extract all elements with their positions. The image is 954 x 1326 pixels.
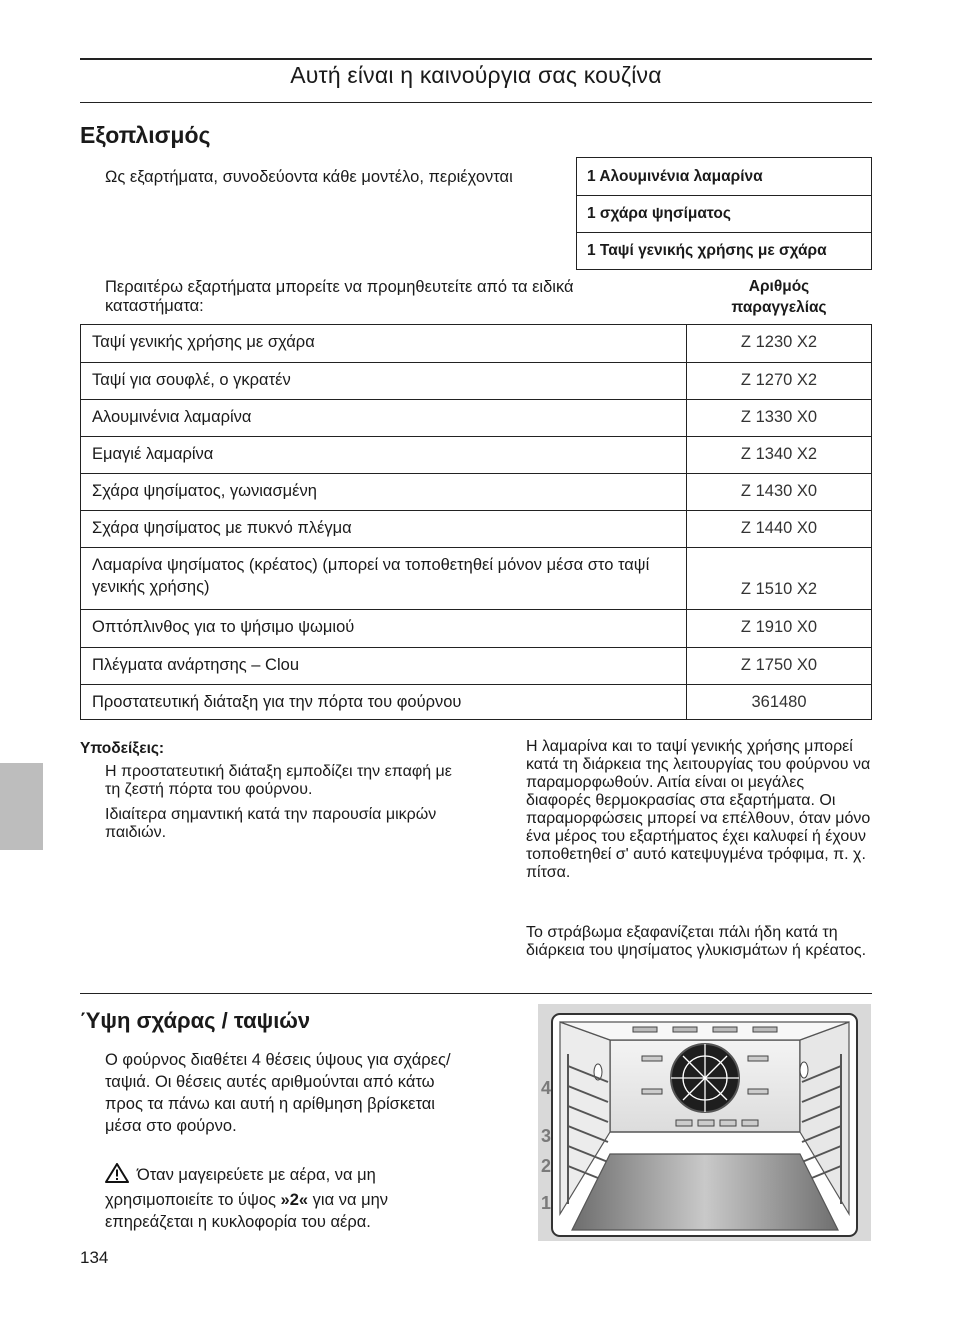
accessory-order-number: Z 1750 X0	[740, 656, 818, 674]
more-accessories-intro	[105, 278, 685, 316]
accessory-order-number: Z 1430 X0	[740, 482, 818, 500]
heights-section-title: Ύψη σχάρας / ταψιών	[80, 1008, 311, 1033]
accessory-order-number: Z 1910 X0	[740, 618, 818, 636]
accessory-order-number: Z 1230 X2	[740, 333, 818, 351]
table-row	[81, 510, 871, 547]
accessory-name: Σχάρα ψησίματος, γωνιασμένη	[81, 474, 687, 510]
notes-right-paragraph-1: Η λαμαρίνα και το ταψί γενικής χρήσης μπορεί κατά τη διάρκεια της λειτουργίας του φούρνου να παραμορφωθούν. Αιτία είναι οι μεγάλες διαφορές θερμοκρασίας στα εξαρτήματα. Οι παραμορφώσεις μπορεί να επέλθουν, όταν μόνο ένα μέρος του εξαρτήματος έχει καλυφεί ή έχουν τοποθετηθεί σ' αυτό κατεψυγμένα τρόφιμα, π. χ. πίτσα.	[526, 738, 871, 881]
accessory-order-number: Z 1330 X0	[740, 408, 818, 426]
header-top-rule	[80, 58, 872, 60]
accessory-name: Αλουμινένια λαμαρίνα	[81, 400, 687, 436]
table-row	[81, 325, 871, 362]
accessory-order-number: Z 1440 X0	[740, 519, 818, 537]
table-row	[81, 436, 871, 473]
heights-paragraph: Ο φούρνος διαθέτει 4 θέσεις ύψους για σχάρες/ταψιά. Οι θέσεις αυτές αριθμούνται από κάτω προς τα πάνω και αυτή η αρίθμηση βρίσκεται μέσα στο φούρνο.	[105, 1051, 451, 1135]
accessory-name: Λαμαρίνα ψησίματος (κρέατος) (μπορεί να τοποθετηθεί μόνον μέσα στο ταψί γενικής χρήσης)	[81, 548, 687, 609]
more-intro-line2: καταστήματα:	[105, 297, 204, 315]
table-row	[81, 684, 871, 719]
accessory-name: Ταψί γενικής χρήσης με σχάρα	[81, 325, 687, 362]
table-row	[81, 647, 871, 684]
table-row	[81, 609, 871, 647]
accessory-order-number: Z 1270 X2	[740, 371, 818, 389]
chapter-tab-marker	[0, 763, 43, 850]
warning-triangle-icon	[105, 1163, 129, 1189]
accessory-order-number: Z 1510 X2	[740, 580, 818, 598]
section-divider	[80, 993, 872, 994]
included-item: 1 σχάρα ψησίματος	[577, 195, 871, 232]
more-intro-line1: Περαιτέρω εξαρτήματα μπορείτε να προμηθευτείτε από τα ειδικά	[105, 278, 574, 296]
included-item: 1 Ταψί γενικής χρήσης με σχάρα	[577, 232, 871, 269]
warning-text-after: για να μην επηρεάζεται η κυκλοφορία του αέρα.	[105, 1191, 389, 1231]
shelf-level-label: 3	[541, 1126, 552, 1146]
warning-level-label: »2«	[280, 1191, 309, 1209]
notes-left-paragraph-2: Ιδιαίτερα σημαντική κατά την παρουσία μικρών παιδιών.	[105, 806, 437, 841]
accessory-name: Εμαγιέ λαμαρίνα	[81, 437, 687, 473]
table-row	[81, 547, 871, 609]
page-number: 134	[80, 1248, 109, 1267]
oven-interior-illustration	[538, 1004, 871, 1241]
included-items-box	[576, 157, 872, 270]
table-row	[81, 362, 871, 399]
notes-left-paragraph-1: Η προστατευτική διάταξη εμποδίζει την επαφή με τη ζεστή πόρτα του φούρνου.	[105, 763, 452, 798]
accessories-table	[80, 324, 872, 720]
shelf-level-label: 4	[541, 1078, 552, 1098]
accessory-name: Πλέγματα ανάρτησης – Clou	[81, 648, 687, 684]
shelf-level-label: 2	[541, 1156, 552, 1176]
page-header-title: Αυτή είναι η καινούργια σας κουζίνα	[290, 62, 662, 88]
notes-title: Υποδείξεις:	[80, 740, 165, 757]
table-row	[81, 399, 871, 436]
order-number-header: Αριθμός παραγγελίας	[731, 278, 827, 316]
header-bottom-rule	[80, 102, 872, 103]
accessory-name: Οπτόπλινθος για το ψήσιμο ψωμιού	[81, 610, 687, 647]
accessory-order-number: Z 1340 X2	[740, 445, 818, 463]
accessory-name: Ταψί για σουφλέ, ο γκρατέν	[81, 363, 687, 399]
accessory-name: Σχάρα ψησίματος με πυκνό πλέγμα	[81, 511, 687, 547]
included-item: 1 Αλουμινένια λαμαρίνα	[587, 167, 763, 185]
equipment-intro: Ως εξαρτήματα, συνοδεύοντα κάθε μοντέλο, περιέχονται	[105, 168, 513, 186]
notes-right-paragraph-2: Το στράβωμα εξαφανίζεται πάλι ήδη κατά τη διάρκεια του ψησίματος γλυκισμάτων ή κρέατος.	[526, 924, 867, 959]
accessory-order-number: 361480	[751, 693, 807, 711]
warning-text-before: Όταν μαγειρεύετε με αέρα, να μη χρησιμοποιείτε το ύψος	[105, 1166, 376, 1209]
table-row	[81, 473, 871, 510]
accessory-name: Προστατευτική διάταξη για την πόρτα του φούρνου	[81, 685, 687, 719]
equipment-section-title: Εξοπλισμός	[80, 122, 211, 148]
shelf-level-label: 1	[541, 1193, 552, 1213]
heights-warning	[105, 1163, 465, 1233]
